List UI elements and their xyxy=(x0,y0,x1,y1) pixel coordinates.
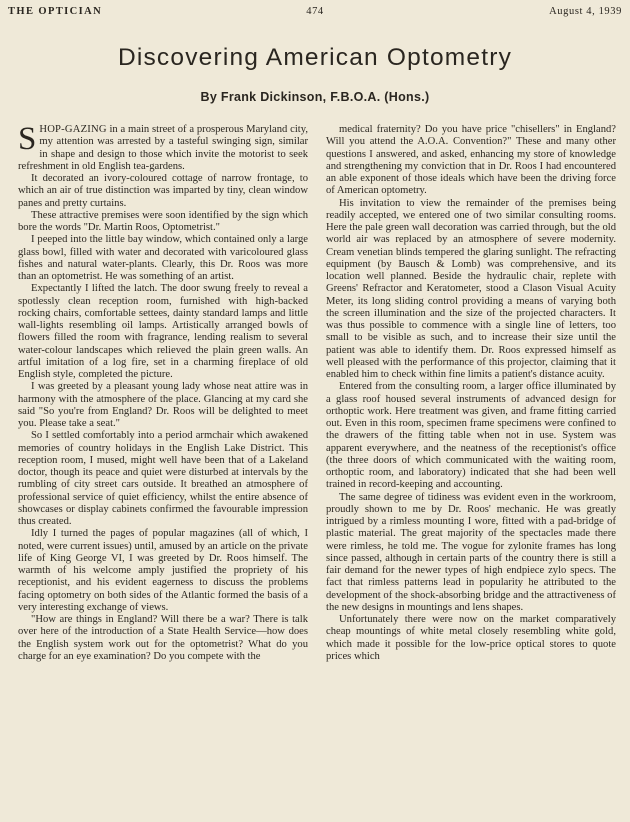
paragraph: It decorated an ivory-coloured cottage of narrow frontage, to which an air of true distinction was imparted by tiny, clean window panes and pretty curtains. xyxy=(18,173,308,209)
paragraph: Expectantly I lifted the latch. The door swung freely to reveal a spotlessly clean reception room, furnished with high-backed rocking chairs, comfortable settees, dainty standard lamps and little wall-lights resembling oil lamps. Artistically arranged bowls of flowers filled the room with fragrance, lending realism to several water-colour landscapes which relieved the plain green walls. An artful imitation of a log fire, set in a charming fireplace of old English style, completed the picture. xyxy=(18,283,308,380)
paragraph: So I settled comfortably into a period armchair which awakened memories of country holidays in the English Lake District. This reception room, I mused, might well have been that of a Lakeland doctor, though its peace and quiet were disturbed at intervals by the rumbling of city street cars outside. It breathed an atmosphere of professional service of quiet efficiency, whilst the entire absence of showcases or display cabinets confirmed the favourable impression thus created. xyxy=(18,430,308,527)
lead-paragraph xyxy=(18,124,308,173)
paragraph: I was greeted by a pleasant young lady whose neat attire was in harmony with the atmosphere of the place. Glancing at my card she said "So you're from England? Dr. Roos will be delighted to meet you. Please take a seat." xyxy=(18,381,308,429)
drop-cap: S xyxy=(18,124,37,157)
paragraph: "How are things in England? Will there be a war? There is talk over here of the introduction of a State Health Service—how does the English system work out for the optometrist? What do you charge for an eye examination? Do you compete with the xyxy=(18,614,308,662)
column-right xyxy=(326,124,616,820)
article-byline: By Frank Dickinson, F.B.O.A. (Hons.) xyxy=(200,90,430,104)
paragraph: Unfortunately there were now on the market comparatively cheap mountings of white metal closely resembling white gold, which made it possible for the low-price optical stores to quote prices which xyxy=(326,614,616,662)
page-number: 474 xyxy=(306,6,324,17)
journal-name: THE OPTICIAN xyxy=(8,6,103,17)
article-title: Discovering American Optometry xyxy=(117,44,513,71)
column-left xyxy=(18,124,308,820)
issue-date: August 4, 1939 xyxy=(549,6,622,17)
lead-caps: HOP-GAZING xyxy=(39,124,107,135)
paragraph: These attractive premises were soon identified by the sign which bore the words "Dr. Martin Roos, Optometrist." xyxy=(18,209,308,233)
paragraph: His invitation to view the remainder of the premises being readily accepted, we entered one of two similar consulting rooms. Here the pale green wall decoration was carried through, but the old world air was replaced by an atmosphere of severe modernity. Cream venetian blinds tempered the glaring sunlight. The refracting equipment (by Bausch & Lomb) was comprehensive, and its location well planned. Beside the hydraulic chair, replete with Greens' Refractor and Keratometer, stood a Clason Visual Acuity Meter, its long sliding control providing a means of varying both the screen illumination and the size of the projected characters. It was thus possible to commence with a single line of letters, too small to be visible as such, and to increase their size until the patient was able to identify them. Dr. Roos expressed himself as well pleased with the performance of this projector, claiming that it enabled him to check within fine limits a patient's distance acuity. xyxy=(326,197,616,380)
paragraph: Entered from the consulting room, a larger office illuminated by a glass roof housed several instruments of advanced design for orthoptic work. Here treatment was given, and frame fitting carried out. Even in this room, specimen frame specimens were confined to the drawers of the fitting table when not in use. System was apparent everywhere, and the neatness of the receptionist's office (the three doors of which communicated with the waiting room, orthoptic room, and laboratory) indicated that she had been well trained in record-keeping and accounting. xyxy=(326,381,616,491)
paragraph: The same degree of tidiness was evident even in the workroom, proudly shown to me by Dr. Roos' mechanic. He was greatly intrigued by a rimless mounting I wore, fitted with a pad-bridge of plastic material. The great majority of the spectacles made there were rimless, he told me. The vogue for zylonite frames has long since passed, although in certain parts of the country there is still a fair demand for the newer types of high endpiece zylo specs. The fact that rimless patterns lead in popularity he attributed to the development of the shock-absorbing bridge and the attractiveness of the new designs in mountings and lens shapes. xyxy=(326,491,616,613)
lead-text: in a main street of a prosperous Maryland city, my attention was arrested by a tasteful swinging sign, similar in shape and design to those which invite the motorist to seek refreshment in old English tea-gardens. xyxy=(18,124,308,172)
running-header xyxy=(8,6,622,22)
article-body xyxy=(18,124,616,820)
paragraph: I peeped into the little bay window, which contained only a large glass bowl, filled with water and decorated with varicoloured glass fishes and natural water-plants. Clearly, this Dr. Roos was more than an optometrist. He was something of an artist. xyxy=(18,234,308,282)
paragraph: medical fraternity? Do you have price "chisellers" in England? Will you attend the A.O.A. Convention?" These and many other questions I answered, and asked, enhancing my store of knowledge and strengthening my conviction that in Dr. Roos I had encountered an able exponent of those ideals which have been the driving force of American optometry. xyxy=(326,124,616,197)
paragraph: Idly I turned the pages of popular magazines (all of which, I noted, were current issues) until, amused by an article on the private life of King George VI, I was greeted by Dr. Roos himself. The warmth of his welcome amply justified the propriety of his receptionist, and his evident eagerness to discuss the problems facing optometry on both sides of the Atlantic formed the basis of a very interesting exchange of views. xyxy=(18,528,308,613)
